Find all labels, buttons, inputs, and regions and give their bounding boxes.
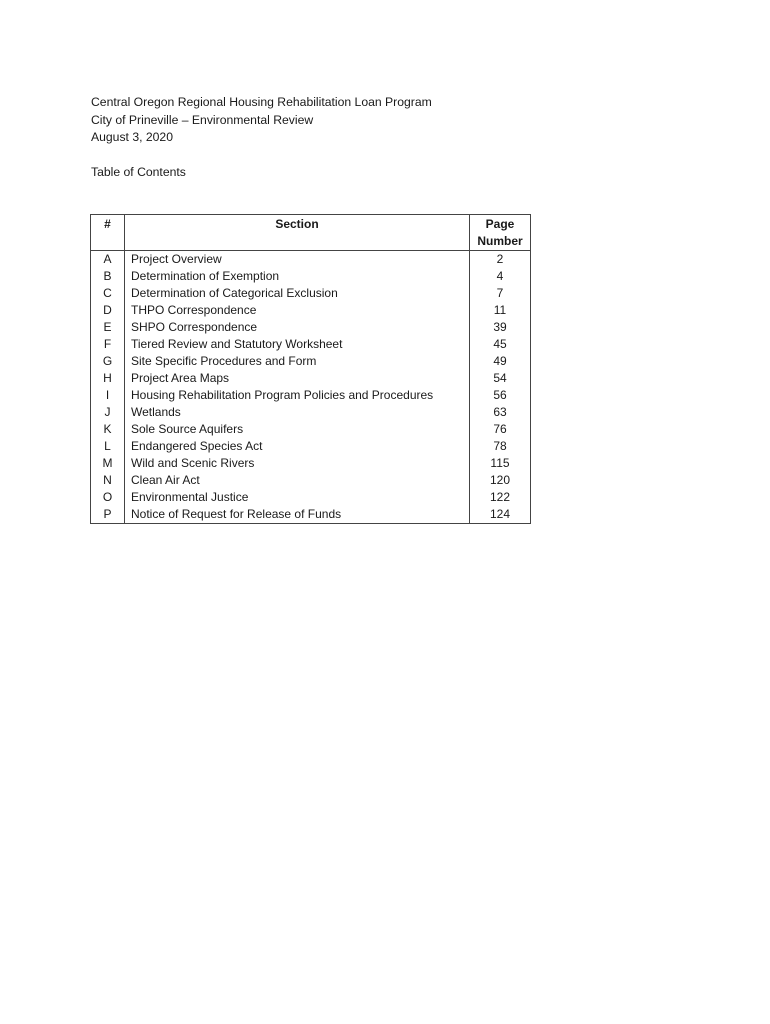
row-number: D — [91, 302, 125, 319]
row-section: Project Overview — [125, 251, 470, 269]
toc-header-row — [91, 215, 531, 251]
row-number: K — [91, 421, 125, 438]
table-row — [91, 506, 531, 524]
row-number: E — [91, 319, 125, 336]
row-number: F — [91, 336, 125, 353]
row-section: Determination of Categorical Exclusion — [125, 285, 470, 302]
row-page: 7 — [470, 285, 531, 302]
header-page-line1: Page — [485, 217, 515, 231]
table-row — [91, 251, 531, 269]
row-section: Clean Air Act — [125, 472, 470, 489]
row-number: H — [91, 370, 125, 387]
row-number: I — [91, 387, 125, 404]
table-row — [91, 404, 531, 421]
row-page: 4 — [470, 268, 531, 285]
row-section: Housing Rehabilitation Program Policies and Procedures — [125, 387, 470, 404]
row-number: C — [91, 285, 125, 302]
row-page: 54 — [470, 370, 531, 387]
row-section: Project Area Maps — [125, 370, 470, 387]
program-title: Central Oregon Regional Housing Rehabilitation Loan Program — [91, 95, 432, 109]
toc-heading: Table of Contents — [91, 165, 186, 179]
row-page: 63 — [470, 404, 531, 421]
row-section: Determination of Exemption — [125, 268, 470, 285]
row-number: N — [91, 472, 125, 489]
table-row — [91, 336, 531, 353]
toc-body — [91, 251, 531, 524]
row-section: Notice of Request for Release of Funds — [125, 506, 470, 524]
header-page-line2: Number — [477, 234, 523, 248]
row-section: Wetlands — [125, 404, 470, 421]
row-section: Wild and Scenic Rivers — [125, 455, 470, 472]
row-section: Site Specific Procedures and Form — [125, 353, 470, 370]
row-page: 39 — [470, 319, 531, 336]
document-date: August 3, 2020 — [91, 130, 173, 144]
table-row — [91, 353, 531, 370]
document-header — [91, 94, 432, 147]
table-row — [91, 319, 531, 336]
table-row — [91, 421, 531, 438]
row-number: J — [91, 404, 125, 421]
row-number: O — [91, 489, 125, 506]
row-page: 45 — [470, 336, 531, 353]
row-page: 115 — [470, 455, 531, 472]
row-page: 49 — [470, 353, 531, 370]
toc-table — [90, 214, 531, 524]
table-row — [91, 489, 531, 506]
table-row — [91, 455, 531, 472]
row-section: THPO Correspondence — [125, 302, 470, 319]
row-section: Tiered Review and Statutory Worksheet — [125, 336, 470, 353]
row-number: B — [91, 268, 125, 285]
row-page: 2 — [470, 251, 531, 269]
row-number: M — [91, 455, 125, 472]
row-page: 76 — [470, 421, 531, 438]
header-page-number — [470, 215, 531, 251]
table-row — [91, 438, 531, 455]
row-number: P — [91, 506, 125, 524]
row-section: SHPO Correspondence — [125, 319, 470, 336]
review-title: City of Prineville – Environmental Review — [91, 112, 314, 127]
row-section: Environmental Justice — [125, 489, 470, 506]
row-page: 120 — [470, 472, 531, 489]
row-page: 11 — [470, 302, 531, 319]
row-number: L — [91, 438, 125, 455]
table-row — [91, 370, 531, 387]
row-number: A — [91, 251, 125, 269]
row-page: 56 — [470, 387, 531, 404]
row-section: Sole Source Aquifers — [125, 421, 470, 438]
row-section: Endangered Species Act — [125, 438, 470, 455]
header-section: Section — [125, 215, 470, 251]
table-row — [91, 285, 531, 302]
table-row — [91, 472, 531, 489]
row-page: 124 — [470, 506, 531, 524]
table-row — [91, 387, 531, 404]
row-number: G — [91, 353, 125, 370]
row-page: 122 — [470, 489, 531, 506]
header-number: # — [91, 215, 125, 251]
table-row — [91, 268, 531, 285]
table-row — [91, 302, 531, 319]
row-page: 78 — [470, 438, 531, 455]
